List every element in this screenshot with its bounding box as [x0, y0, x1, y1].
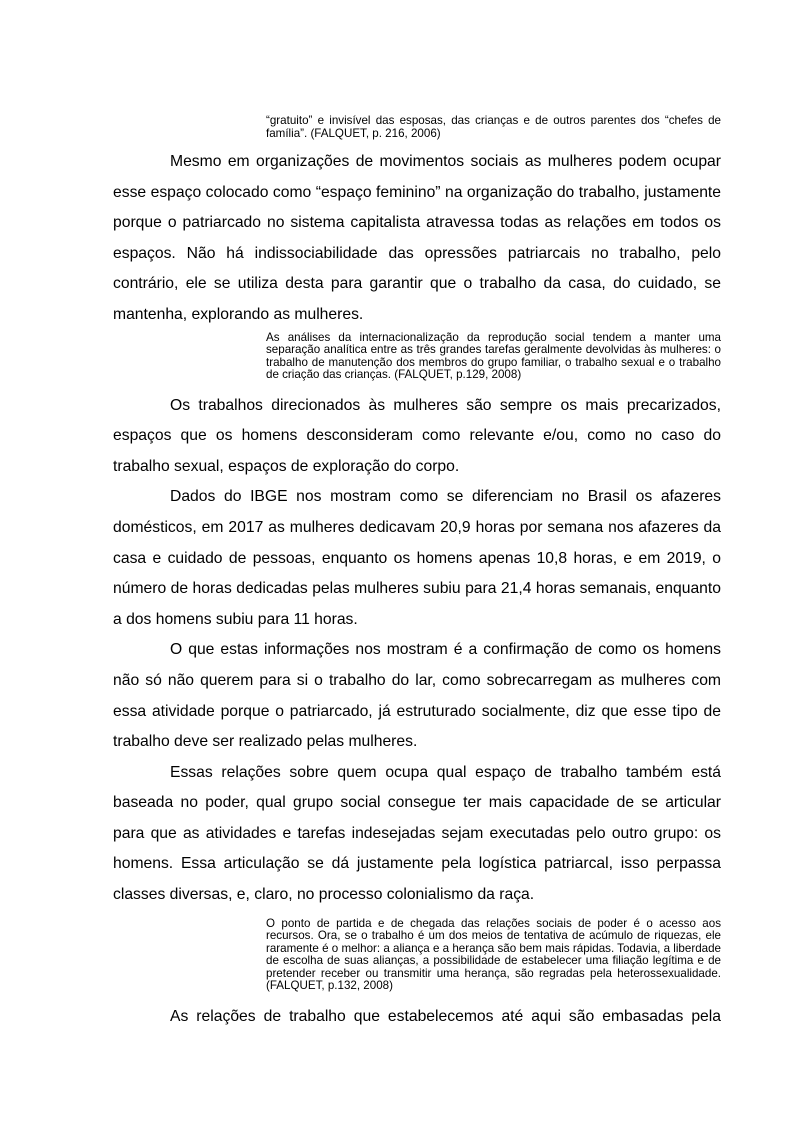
block-quote-falquet-2008-social-reproduction: As análises da internacionalização da reprodução social tendem a manter uma separação analítica entre as três grandes tarefas geralmente devolvidas às mulheres: o trabalho de manutenção dos membros do grupo familiar, o trabalho sexual e o trabalho de criação das crianças. (FALQUET, p.129, 2008) — [266, 330, 721, 382]
block-quote-falquet-2006: “gratuito” e invisível das esposas, das crianças e de outros parentes dos “chefes de família”. (FALQUET, p. 216, 2006) — [266, 114, 721, 140]
paragraph-ibge-data: Dados do IBGE nos mostram como se diferenciam no Brasil os afazeres domésticos, em 2017 as mulheres dedicavam 20,9 horas por semana nos afazeres da casa e cuidado de pessoas, enquanto os homens apenas 10,8 horas, e em 2019, o número de horas dedicadas pelas mulheres subiu para 21,4 horas semanais, enquanto a dos homens subiu para 11 horas. — [113, 488, 721, 628]
document-page — [113, 110, 721, 1032]
paragraph-precarious-work: Os trabalhos direcionados às mulheres são sempre os mais precarizados, espaços que os homens desconsideram como relevante e/ou, como no caso do trabalho sexual, espaços de exploração do corpo. — [113, 396, 721, 475]
paragraph-power-relations: Essas relações sobre quem ocupa qual espaço de trabalho também está baseada no poder, qual grupo social consegue ter mais capacidade de se articular para que as atividades e tarefas indesejadas sejam executadas pelo outro grupo: os homens. Essa articulação se dá justamente pela logística patriarcal, isso perpassa classes diversas, e, claro, no processo colonialismo da raça. — [113, 763, 721, 904]
paragraph-confirmation: O que estas informações nos mostram é a confirmação de como os homens não só não querem para si o trabalho do lar, como sobrecarregam as mulheres com essa atividade porque o patriarcado, já estruturado socialmente, diz que esse tipo de trabalho deve ser realizado pelas mulheres. — [113, 641, 721, 751]
paragraph-social-movements: Mesmo em organizações de movimentos sociais as mulheres podem ocupar esse espaço colocado como “espaço feminino” na organização do trabalho, justamente porque o patriarcado no sistema capitalista atravessa todas as relações em todos os espaços. Não há indissociabilidade das opressões patriarcais no trabalho, pelo contrário, ele se utiliza desta para garantir que o trabalho da casa, do cuidado, se mantenha, explorando as mulheres. — [113, 153, 721, 323]
block-quote-falquet-2008-resources: O ponto de partida e de chegada das relações sociais de poder é o acesso aos recursos. Ora, se o trabalho é um dos meios de tentativa de acúmulo de riquezas, ele raramente é o melhor: a aliança e a herança são bem mais rápidas. Todavia, a liberdade de escolha de suas alianças, a possibilidade de estabelecer uma filiação legítima e de pretender receber ou transmitir uma herança, são regradas pela heterossexualidade. (FALQUET, p.132, 2008) — [266, 916, 721, 993]
paragraph-work-relations: As relações de trabalho que estabelecemos até aqui são embasadas pela — [170, 1007, 721, 1025]
